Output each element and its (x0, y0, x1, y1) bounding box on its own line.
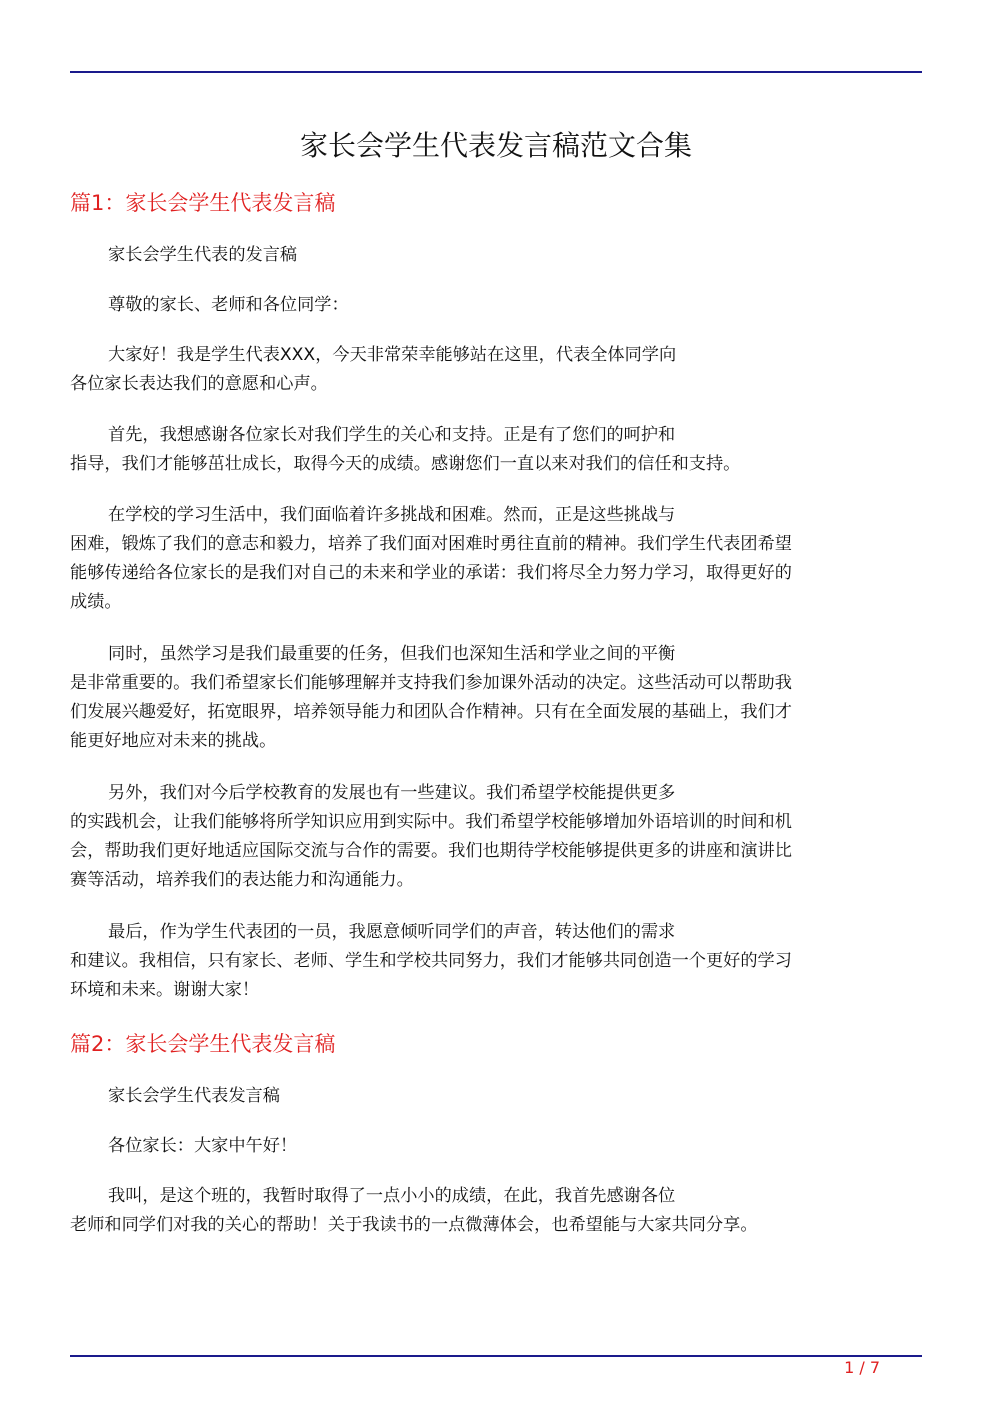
paragraph-line: 老师和同学们对我的关心的帮助！关于我读书的一点微薄体会，也希望能与大家共同分享。 (70, 1215, 758, 1235)
paragraph-line: 会，帮助我们更好地适应国际交流与合作的需要。我们也期待学校能够提供更多的讲座和演讲比 (70, 841, 792, 861)
paragraph-line: 尊敬的家长、老师和各位同学： (108, 295, 349, 315)
paragraph-line: 家长会学生代表发言稿 (108, 1086, 280, 1106)
paragraph (70, 1182, 916, 1240)
paragraph-line: 大家好！我是学生代表XXX，今天非常荣幸能够站在这里，代表全体同学向 (108, 345, 677, 365)
paragraph (70, 640, 916, 756)
paragraph-line: 在学校的学习生活中，我们面临着许多挑战和困难。然而，正是这些挑战与 (108, 505, 676, 525)
paragraph-line: 同时，虽然学习是我们最重要的任务，但我们也深知生活和学业之间的平衡 (108, 644, 676, 664)
paragraph (70, 1132, 916, 1161)
paragraph-line: 指导，我们才能够茁壮成长，取得今天的成绩。感谢您们一直以来对我们的信任和支持。 (70, 454, 741, 474)
paragraph (70, 1082, 916, 1111)
paragraph-line: 各位家长表达我们的意愿和心声。 (70, 374, 328, 394)
paragraph (70, 421, 916, 479)
header-rule (70, 71, 922, 73)
paragraph (70, 779, 916, 895)
paragraph-line: 能够传递给各位家长的是我们对自己的未来和学业的承诺：我们将尽全力努力学习，取得更好的 (70, 563, 792, 583)
paragraph-line: 的实践机会，让我们能够将所学知识应用到实际中。我们希望学校能够增加外语培训的时间和机 (70, 812, 792, 832)
section-heading-2: 篇2：家长会学生代表发言稿 (70, 1032, 336, 1056)
paragraph-line: 另外，我们对今后学校教育的发展也有一些建议。我们希望学校能提供更多 (108, 783, 676, 803)
paragraph-line: 成绩。 (70, 592, 122, 612)
paragraph-line: 首先，我想感谢各位家长对我们学生的关心和支持。正是有了您们的呵护和 (108, 425, 676, 445)
paragraph-line: 最后，作为学生代表团的一员，我愿意倾听同学们的声音，转达他们的需求 (108, 922, 676, 942)
paragraph-line: 环境和未来。谢谢大家！ (70, 980, 260, 1000)
document-title: 家长会学生代表发言稿范文合集 (299, 129, 692, 162)
paragraph-line: 各位家长：大家中午好！ (108, 1136, 298, 1156)
paragraph-line: 我叫，是这个班的，我暂时取得了一点小小的成绩，在此，我首先感谢各位 (108, 1186, 676, 1206)
section-heading-1: 篇1：家长会学生代表发言稿 (70, 191, 336, 215)
paragraph (70, 241, 916, 270)
paragraph-line: 家长会学生代表的发言稿 (108, 245, 298, 265)
paragraph-line: 能更好地应对未来的挑战。 (70, 731, 277, 751)
paragraph-line: 和建议。我相信，只有家长、老师、学生和学校共同努力，我们才能够共同创造一个更好的学习 (70, 951, 792, 971)
paragraph-line: 赛等活动，培养我们的表达能力和沟通能力。 (70, 870, 414, 890)
paragraph (70, 341, 916, 399)
page-number: 1 / 7 (844, 1358, 880, 1377)
paragraph-line: 是非常重要的。我们希望家长们能够理解并支持我们参加课外活动的决定。这些活动可以帮助我 (70, 673, 792, 693)
paragraph-line: 困难，锻炼了我们的意志和毅力，培养了我们面对困难时勇往直前的精神。我们学生代表团希望 (70, 534, 792, 554)
paragraph (70, 501, 916, 617)
paragraph (70, 291, 916, 320)
paragraph (70, 918, 916, 1005)
paragraph-line: 们发展兴趣爱好，拓宽眼界，培养领导能力和团队合作精神。只有在全面发展的基础上，我们才 (70, 702, 792, 722)
